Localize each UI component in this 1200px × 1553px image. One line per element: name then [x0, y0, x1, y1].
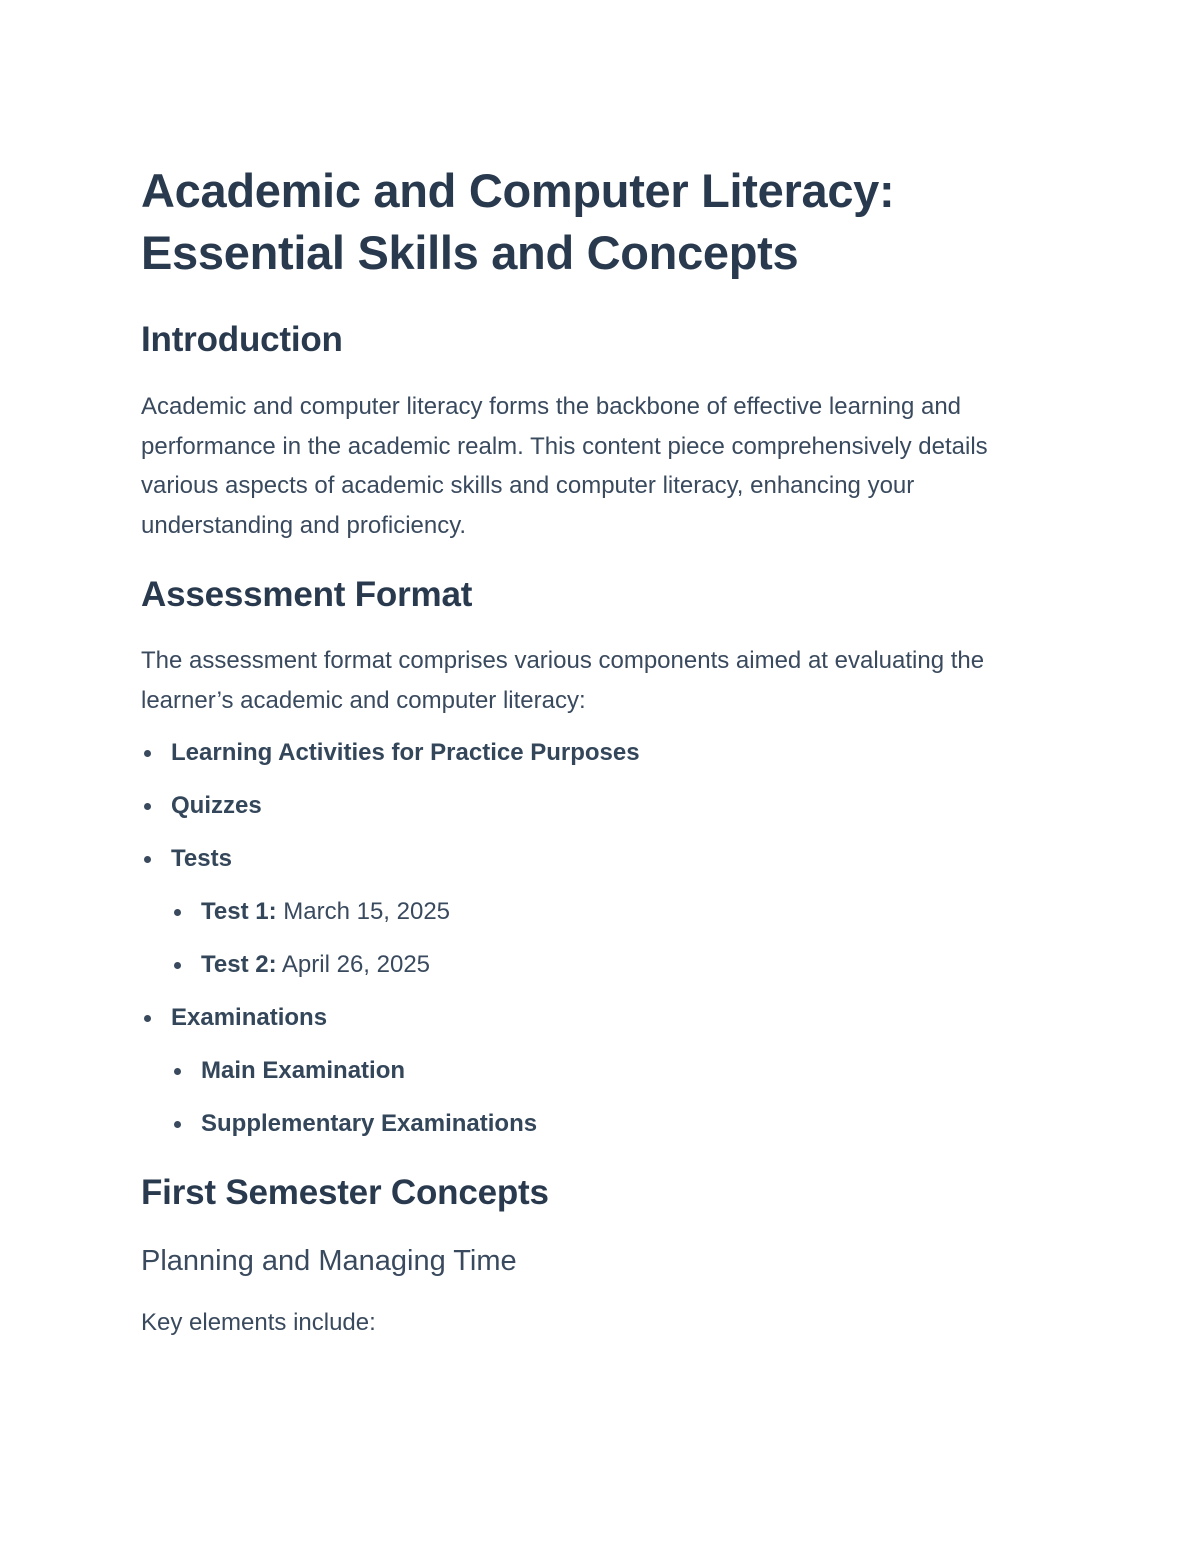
bullet-icon — [174, 1068, 181, 1075]
list-item — [141, 842, 1071, 895]
list-item-label: Test 2: — [201, 951, 277, 978]
list-item-label: Examinations — [171, 1004, 328, 1031]
planning-subheading: Planning and Managing Time — [141, 1245, 517, 1277]
list-item-date: April 26, 2025 — [276, 951, 431, 978]
assessment-list — [141, 736, 1071, 1160]
assessment-paragraph: The assessment format comprises various components aimed at evaluating the learner’s academic and computer literacy: — [141, 647, 985, 714]
list-item-label: Supplementary Examinations — [201, 1110, 538, 1137]
title-line-2: Essential Skills and Concepts — [141, 226, 799, 279]
list-item-label: Quizzes — [171, 792, 262, 819]
list-item-nested — [141, 948, 1071, 1001]
list-item-nested — [141, 1107, 1071, 1160]
introduction-paragraph: Academic and computer literacy forms the backbone of effective learning and performance in the academic realm. This content piece comprehensively details various aspects of academic skills and computer literacy, enhancing your understanding and proficiency. — [141, 393, 988, 539]
introduction-heading: Introduction — [141, 320, 343, 359]
assessment-heading: Assessment Format — [141, 575, 473, 614]
bullet-icon — [174, 962, 181, 969]
bullet-icon — [144, 1015, 151, 1022]
list-item-label: Test 1: — [201, 898, 277, 925]
bullet-icon — [144, 803, 151, 810]
bullet-icon — [174, 909, 181, 916]
bullet-icon — [144, 856, 151, 863]
list-item-nested — [141, 895, 1071, 948]
title-line-1: Academic and Computer Literacy: — [141, 164, 895, 217]
page-title — [141, 160, 894, 284]
list-item-label: Learning Activities for Practice Purposes — [171, 739, 640, 766]
list-item-date: March 15, 2025 — [276, 898, 451, 925]
list-item — [141, 789, 1071, 842]
list-item — [141, 1001, 1071, 1054]
list-item-label: Main Examination — [201, 1057, 406, 1084]
bullet-icon — [174, 1121, 181, 1128]
list-item-nested — [141, 1054, 1071, 1107]
list-item-label: Tests — [171, 845, 232, 872]
first-semester-heading: First Semester Concepts — [141, 1173, 549, 1212]
key-elements-paragraph: Key elements include: — [141, 1309, 376, 1336]
list-item — [141, 736, 1071, 789]
bullet-icon — [144, 750, 151, 757]
